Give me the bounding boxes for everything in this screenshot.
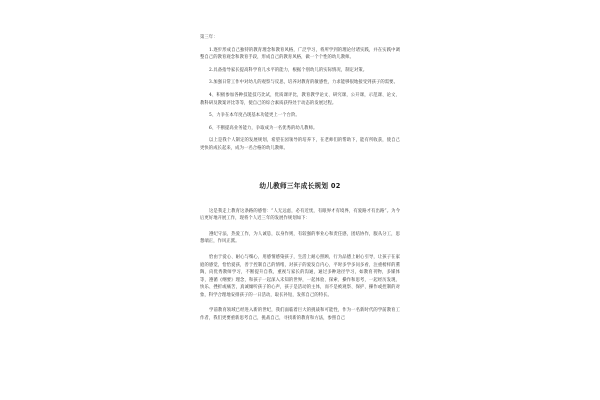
document-title: 幼儿教师三年成长规划 02 <box>259 181 341 190</box>
plan-item-5: 5、力争在本年度凸现基本功能更上一个台阶。 <box>209 113 300 119</box>
plan-item-4: 4、积极参加各种技能技巧比试，优质课评比，教育教学论文、研究课，公开课，示范课、论文、教科研及教案评比等等，使自己的综合素质获得处于动态的发展过程。 <box>200 92 400 106</box>
plan-item-2: 2.具备指导家长提高科学育儿水平的能力，根据个别幼儿的实际情况，制定对策。 <box>209 67 368 73</box>
section-label: 第三年： <box>200 35 218 40</box>
body-paragraph-2: 恰由于爱心、耐心与细心，用感情感染孩子，生活上耐心照顾，行为品德上耐心引导，让孩子在家庭的感觉，恰恰爱孩，善于控制自己的情绪，对孩子的爱发自内心，平时多学多问多看，注重榜样的熏陶，向优秀教师学习，不断提升自我，重视与家长的沟通，通过多种途径学习，如教育刊物，多媒体等，遵循《纲要》理念，和孩子一起深入未知的世界，一起体验、探索、操作和思考，一起经历发现、快乐、挫折或痛苦，真诚倾听孩子的心声，孩子是活动的主体，而不是被观察、保护、操作或控制的对象，科学合理地安排孩子的一日活动，取长补短，发挥自己的特长。 <box>200 254 400 298</box>
closing-paragraph: 以上是我个人制定的发展规划，希望在园领导的培养下，在老师们的帮助下，能有所收获，使自己更快的成长起来，成为一名合格的幼儿教师。 <box>200 138 400 151</box>
plan-item-1: 1.逐步形成自己独特的教育理念和教育风格，广泛学习，将所学到的理论付诸实践，并在实践中调整自己的教育观念和教育手段，形成自己的教育风格，做一个个性的幼儿教师。 <box>200 47 400 61</box>
document-body <box>200 34 400 323</box>
intro-paragraph: 这是我走上教育这条路的感悟：“人无远虑，必有近忧，有眼界才有境界，有爱路才有出路”。为今后更好地开展工作，现将个人近三年的发展作规划如下： <box>200 208 400 222</box>
body-paragraph-1: 遵纪守法，热爱工作，为人诚恳，以身作则，有较强的事业心和责任感，团结协作，服从分工，思想端正，作风正派。 <box>200 231 400 245</box>
plan-item-3: 3.加强日常工作中对幼儿的观察与反思，培养对教育的敏感性，力求能够很地接受到孩子的需要。 <box>209 80 398 86</box>
body-paragraph-3: 学前教育领域已经进入新的世纪，我们面临着巨大的挑战和可能性，作为一名新时代的学前教育工作者，我们更要重新思考自己，挑战自己，寻找新的教育和方法，参照自己 <box>200 308 400 322</box>
plan-item-6: 6、不断提高业务能力，争取成为一名优秀的幼儿教师。 <box>209 125 318 131</box>
